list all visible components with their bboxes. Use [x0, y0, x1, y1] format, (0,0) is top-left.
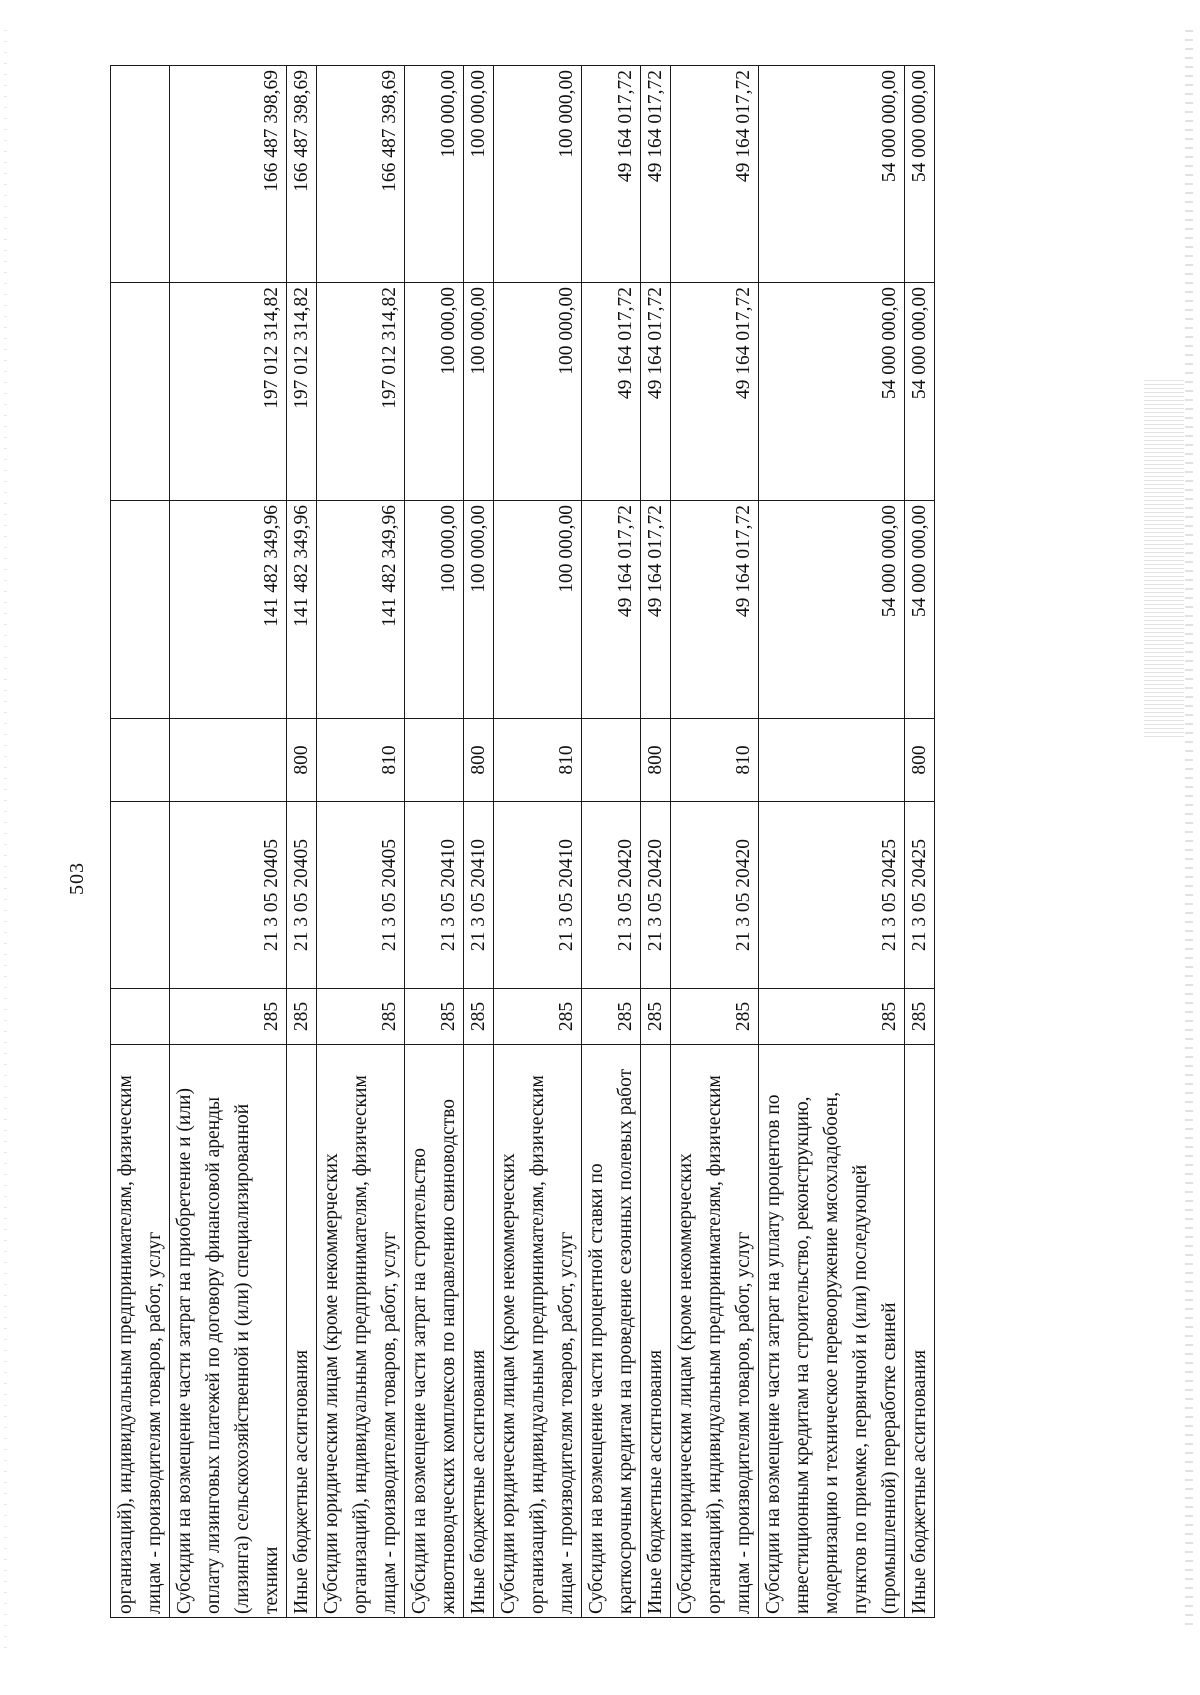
- budget-table: [110, 65, 935, 1618]
- row-grbs-code: 285: [317, 989, 405, 1045]
- row-amount-year-2: 54 000 000,00: [905, 283, 935, 501]
- row-expense-type: [111, 719, 170, 802]
- scan-edge-left: [4, 30, 7, 1650]
- row-grbs-code: 285: [405, 989, 464, 1045]
- row-amount-year-1: 49 164 017,72: [671, 501, 759, 719]
- row-name: Субсидии на возмещение части затрат на приобретение и (или) оплату лизинговых платежей по договору финансовой аренды (лизинга) сельскохозяйственной и (или) специализированной техники: [170, 1045, 287, 1618]
- row-amount-year-2: 100 000,00: [405, 283, 464, 501]
- row-name: Иные бюджетные ассигнования: [641, 1045, 671, 1618]
- row-amount-year-3: 100 000,00: [464, 66, 494, 283]
- row-amount-year-3: 166 487 398,69: [287, 66, 317, 283]
- row-amount-year-3: 166 487 398,69: [317, 66, 405, 283]
- table-row: [287, 66, 317, 1618]
- row-expense-type: [405, 719, 464, 802]
- row-grbs-code: [111, 989, 170, 1045]
- row-expense-type: 800: [905, 719, 935, 802]
- row-amount-year-2: 49 164 017,72: [641, 283, 671, 501]
- page-number: 503: [66, 862, 88, 895]
- row-expense-type: 800: [287, 719, 317, 802]
- row-amount-year-1: 100 000,00: [494, 501, 582, 719]
- row-target-article: 21 3 05 20425: [759, 802, 905, 989]
- row-name: Субсидии на возмещение части затрат на строительство животноводческих комплексов по направлению свиноводство: [405, 1045, 464, 1618]
- row-target-article: 21 3 05 20405: [170, 802, 287, 989]
- row-amount-year-3: 100 000,00: [405, 66, 464, 283]
- row-amount-year-3: [111, 66, 170, 283]
- budget-table-container: [110, 66, 935, 1618]
- row-amount-year-1: 100 000,00: [405, 501, 464, 719]
- row-amount-year-2: 49 164 017,72: [582, 283, 641, 501]
- row-target-article: 21 3 05 20420: [671, 802, 759, 989]
- row-amount-year-2: 197 012 314,82: [287, 283, 317, 501]
- table-row: [494, 66, 582, 1618]
- row-grbs-code: 285: [671, 989, 759, 1045]
- row-expense-type: [582, 719, 641, 802]
- row-grbs-code: 285: [641, 989, 671, 1045]
- row-name: Субсидии юридическим лицам (кроме некоммерческих организаций), индивидуальным предпринимателям, физическим лицам - производителям товаров, работ, услуг: [317, 1045, 405, 1618]
- row-amount-year-1: 54 000 000,00: [905, 501, 935, 719]
- row-grbs-code: 285: [905, 989, 935, 1045]
- row-amount-year-3: 54 000 000,00: [759, 66, 905, 283]
- row-target-article: 21 3 05 20420: [582, 802, 641, 989]
- row-target-article: 21 3 05 20410: [464, 802, 494, 989]
- row-amount-year-1: 141 482 349,96: [170, 501, 287, 719]
- row-grbs-code: 285: [170, 989, 287, 1045]
- row-name: Субсидии юридическим лицам (кроме некоммерческих организаций), индивидуальным предпринимателям, физическим лицам - производителям товаров, работ, услуг: [671, 1045, 759, 1618]
- row-amount-year-3: 49 164 017,72: [671, 66, 759, 283]
- table-row: [464, 66, 494, 1618]
- row-amount-year-2: 49 164 017,72: [671, 283, 759, 501]
- row-target-article: [111, 802, 170, 989]
- row-expense-type: 810: [317, 719, 405, 802]
- row-name: Субсидии юридическим лицам (кроме некоммерческих организаций), индивидуальным предпринимателям, физическим лицам - производителям товаров, работ, услуг: [494, 1045, 582, 1618]
- row-name: организаций), индивидуальным предпринимателям, физическим лицам - производителям товаров, работ, услуг: [111, 1045, 170, 1618]
- table-row: [759, 66, 905, 1618]
- row-amount-year-2: 54 000 000,00: [759, 283, 905, 501]
- table-row: [317, 66, 405, 1618]
- row-grbs-code: 285: [759, 989, 905, 1045]
- row-name: Иные бюджетные ассигнования: [905, 1045, 935, 1618]
- row-name: Иные бюджетные ассигнования: [464, 1045, 494, 1618]
- row-amount-year-2: 100 000,00: [464, 283, 494, 501]
- scan-artifact: [1144, 380, 1184, 740]
- row-grbs-code: 285: [494, 989, 582, 1045]
- row-amount-year-1: 49 164 017,72: [582, 501, 641, 719]
- row-amount-year-1: 100 000,00: [464, 501, 494, 719]
- row-amount-year-3: 54 000 000,00: [905, 66, 935, 283]
- row-expense-type: 810: [671, 719, 759, 802]
- row-amount-year-3: 49 164 017,72: [641, 66, 671, 283]
- row-target-article: 21 3 05 20405: [317, 802, 405, 989]
- row-amount-year-1: 54 000 000,00: [759, 501, 905, 719]
- row-expense-type: 810: [494, 719, 582, 802]
- row-amount-year-3: 49 164 017,72: [582, 66, 641, 283]
- table-row: [671, 66, 759, 1618]
- row-expense-type: [170, 719, 287, 802]
- row-amount-year-2: 197 012 314,82: [170, 283, 287, 501]
- row-grbs-code: 285: [464, 989, 494, 1045]
- row-grbs-code: 285: [287, 989, 317, 1045]
- row-target-article: 21 3 05 20420: [641, 802, 671, 989]
- table-row: [405, 66, 464, 1618]
- scan-edge-right: [1185, 30, 1193, 1630]
- row-target-article: 21 3 05 20405: [287, 802, 317, 989]
- row-amount-year-1: [111, 501, 170, 719]
- row-amount-year-3: 100 000,00: [494, 66, 582, 283]
- table-row: [111, 66, 170, 1618]
- row-name: Субсидии на возмещение части процентной ставки по краткосрочным кредитам на проведение сезонных полевых работ: [582, 1045, 641, 1618]
- row-amount-year-1: 49 164 017,72: [641, 501, 671, 719]
- row-amount-year-2: 197 012 314,82: [317, 283, 405, 501]
- table-row: [905, 66, 935, 1618]
- row-expense-type: [759, 719, 905, 802]
- row-amount-year-2: 100 000,00: [494, 283, 582, 501]
- row-target-article: 21 3 05 20410: [405, 802, 464, 989]
- row-target-article: 21 3 05 20425: [905, 802, 935, 989]
- row-amount-year-3: 166 487 398,69: [170, 66, 287, 283]
- row-grbs-code: 285: [582, 989, 641, 1045]
- table-row: [582, 66, 641, 1618]
- row-target-article: 21 3 05 20410: [494, 802, 582, 989]
- row-name: Иные бюджетные ассигнования: [287, 1045, 317, 1618]
- row-amount-year-2: [111, 283, 170, 501]
- row-expense-type: 800: [641, 719, 671, 802]
- row-name: Субсидии на возмещение части затрат на уплату процентов по инвестиционным кредитам на строительство, реконструкцию, модернизацию и техническое перевооружение мясохладобоен, пунктов по приемке, первичной и (или) последующей (промышленной) переработке свиней: [759, 1045, 905, 1618]
- table-row: [170, 66, 287, 1618]
- row-amount-year-1: 141 482 349,96: [287, 501, 317, 719]
- table-row: [641, 66, 671, 1618]
- row-expense-type: 800: [464, 719, 494, 802]
- row-amount-year-1: 141 482 349,96: [317, 501, 405, 719]
